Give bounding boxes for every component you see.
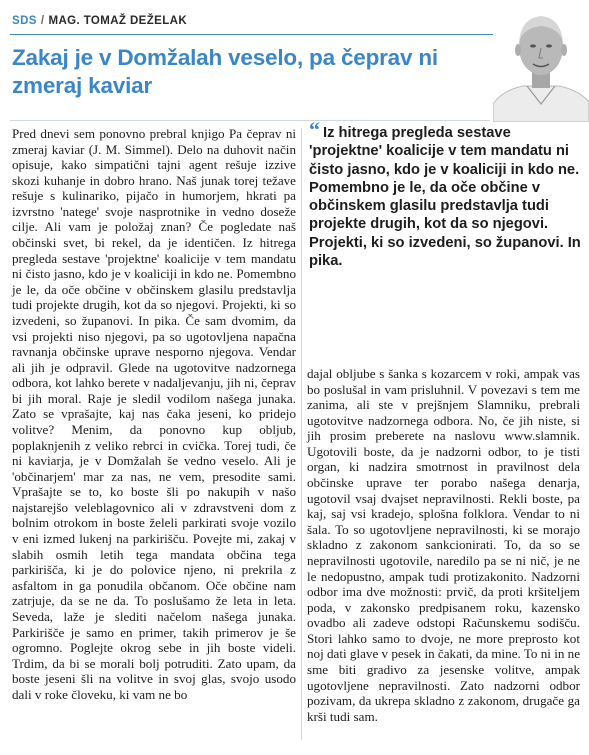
pull-quote-text: Iz hitrega pregleda sestave 'projektne' koalicije v tem mandatu ni čisto jasno, kdo je v koaliciji in kdo ne. Pomembno je le, da oče občine v občinskem glasilu predstavlja tudi projekte drugih, kot da so njegovi. Projekti, ki so izvedeni, so županovi. In pika. — [309, 125, 581, 270]
article-body-column-2: dajal obljube s šanka s kozarcem v roki, ampak vas bo poslušal in vam prisluhnil. V povezavi s tem me zanima, ali ste v prejšnjem Slamniku, prebrali ugotovitve nadzornega odbora. No, če jih niste, si jih prosim preberete na naslovu www.slamnik. Ugotovili boste, da je nadzorni odbor, to je tisti organ, ki nadzira smotrnost in pravilnost dela občinske uprave ter porabo našega denarja, ugotovil vsaj dvajset nepravilnosti. Rekli boste, pa kaj, saj vsi kradejo, splošna folklora. Vendar to ni šala. To so ugotovljene nepravilnosti, ki se morajo skladno z zakonom sankcionirati. To, da so se nepravilnosti ugotovile, naredilo pa se ni nič, je ne le nedopustno, ampak tudi protizakonito. Nadzorni odbor ima dve možnosti: prvič, da proti kršiteljem poda, v zakonsko predpisanem roku, kazensko ovadbo ali zadeve odstopi Računskemu sodišču. Stori lahko samo to dvoje, ne more preprosto kot noj dati glave v pesek in čakati, da mine. To ni in ne sme biti gradivo za jesenske volitve, ampak ugotovljene nepravilnosti. Zato nadzorni odbor pozivam, da ukrepa skladno z zakonom, drugače ga krši tudi sam. — [307, 366, 581, 724]
author-name: MAG. TOMAŽ DEŽELAK — [48, 15, 188, 27]
headline: Zakaj je v Domžalah veselo, pa čeprav ni zmeraj kaviar — [12, 45, 438, 98]
author-photo — [493, 0, 589, 122]
section-label: SDS — [12, 15, 37, 27]
column-divider — [301, 128, 302, 740]
headline-divider — [10, 120, 490, 121]
quote-mark-icon: “ — [309, 117, 320, 142]
header-separator: / — [40, 15, 45, 27]
article-header — [12, 15, 187, 27]
article-body-column-1: Pred dnevi sem ponovno prebral knjigo Pa čeprav ni zmeraj kaviar (J. M. Simmel). Delo na duhovit način opisuje, kako simpatični tajni agent rešuje izzive skozi kuhanje in dobro hrano. Naš junak torej težave rešuje s kulinariko, pijačo in humorjem, hkrati pa izvrstno 'natege' svoje nasprotnike in vedno doseže cilje. Ali vam je položaj znan? Če pogledate naš občinski svet, bi rekel, da je identičen. Iz hitrega pregleda sestave 'projektne' koalicije v tem mandatu ni čisto jasno, kdo je v koaliciji in kdo ne. Pomembno je le, da oče občine v občinskem glasilu predstavlja tudi projekte drugih, kot da so njegovi. Projekti, ki so izvedeni, so županovi. In pika. Če sam dvomim, da vsi projekti niso njegovi, pa so ugotovljena napačna ravnanja občinske uprave nesporno njegova. Vendar ali jih je odpravil. Glede na ugotovitve nadzornega odbora, kot lahko berete v nadaljevanju, jih ni, čeprav bi jih moral. Raje je sledil vodilom našega junaka. Zato se vprašajte, kaj nas čaka jeseni, ko pridejo volitve? Menim, da ponovno kup obljub, poplaknjenih z veliko rebrci in cvička. Torej tudi, če ni kaviarja, je v Domžalah še vedno veselo. Ali je 'občinarjem' mar za nas, ne vem, presodite sami. Vprašajte se to, ko boste šli po nakupih v našo najstarejšo veleblagovnico ali v zdravstveni dom z bolnim otrokom in boste želeli parkirati svoje vozilo v eni izmed lukenj na parkirišču. Povejte mi, zakaj v slabih osmih letih tega mandata občina tega parkirišča, ki je do polovice njeno, ni prekrila z asfaltom in ga ponudila občanom. Oče občine nam zatrjuje, da se ne da. To poslušamo že leta in leta. Seveda, laže je slediti načelom našega junaka. Parkirišče je samo en primer, takih primerov je še ogromno. Poglejte okrog sebe in jih boste videli. Trdim, da bi se morali bolj potruditi. Zato upam, da boste jeseni šli na volitve in svoj glas, svojo usodo dali v roke človeku, ki vam ne bo — [12, 126, 296, 702]
pull-quote — [309, 117, 581, 270]
header-divider — [10, 34, 577, 35]
